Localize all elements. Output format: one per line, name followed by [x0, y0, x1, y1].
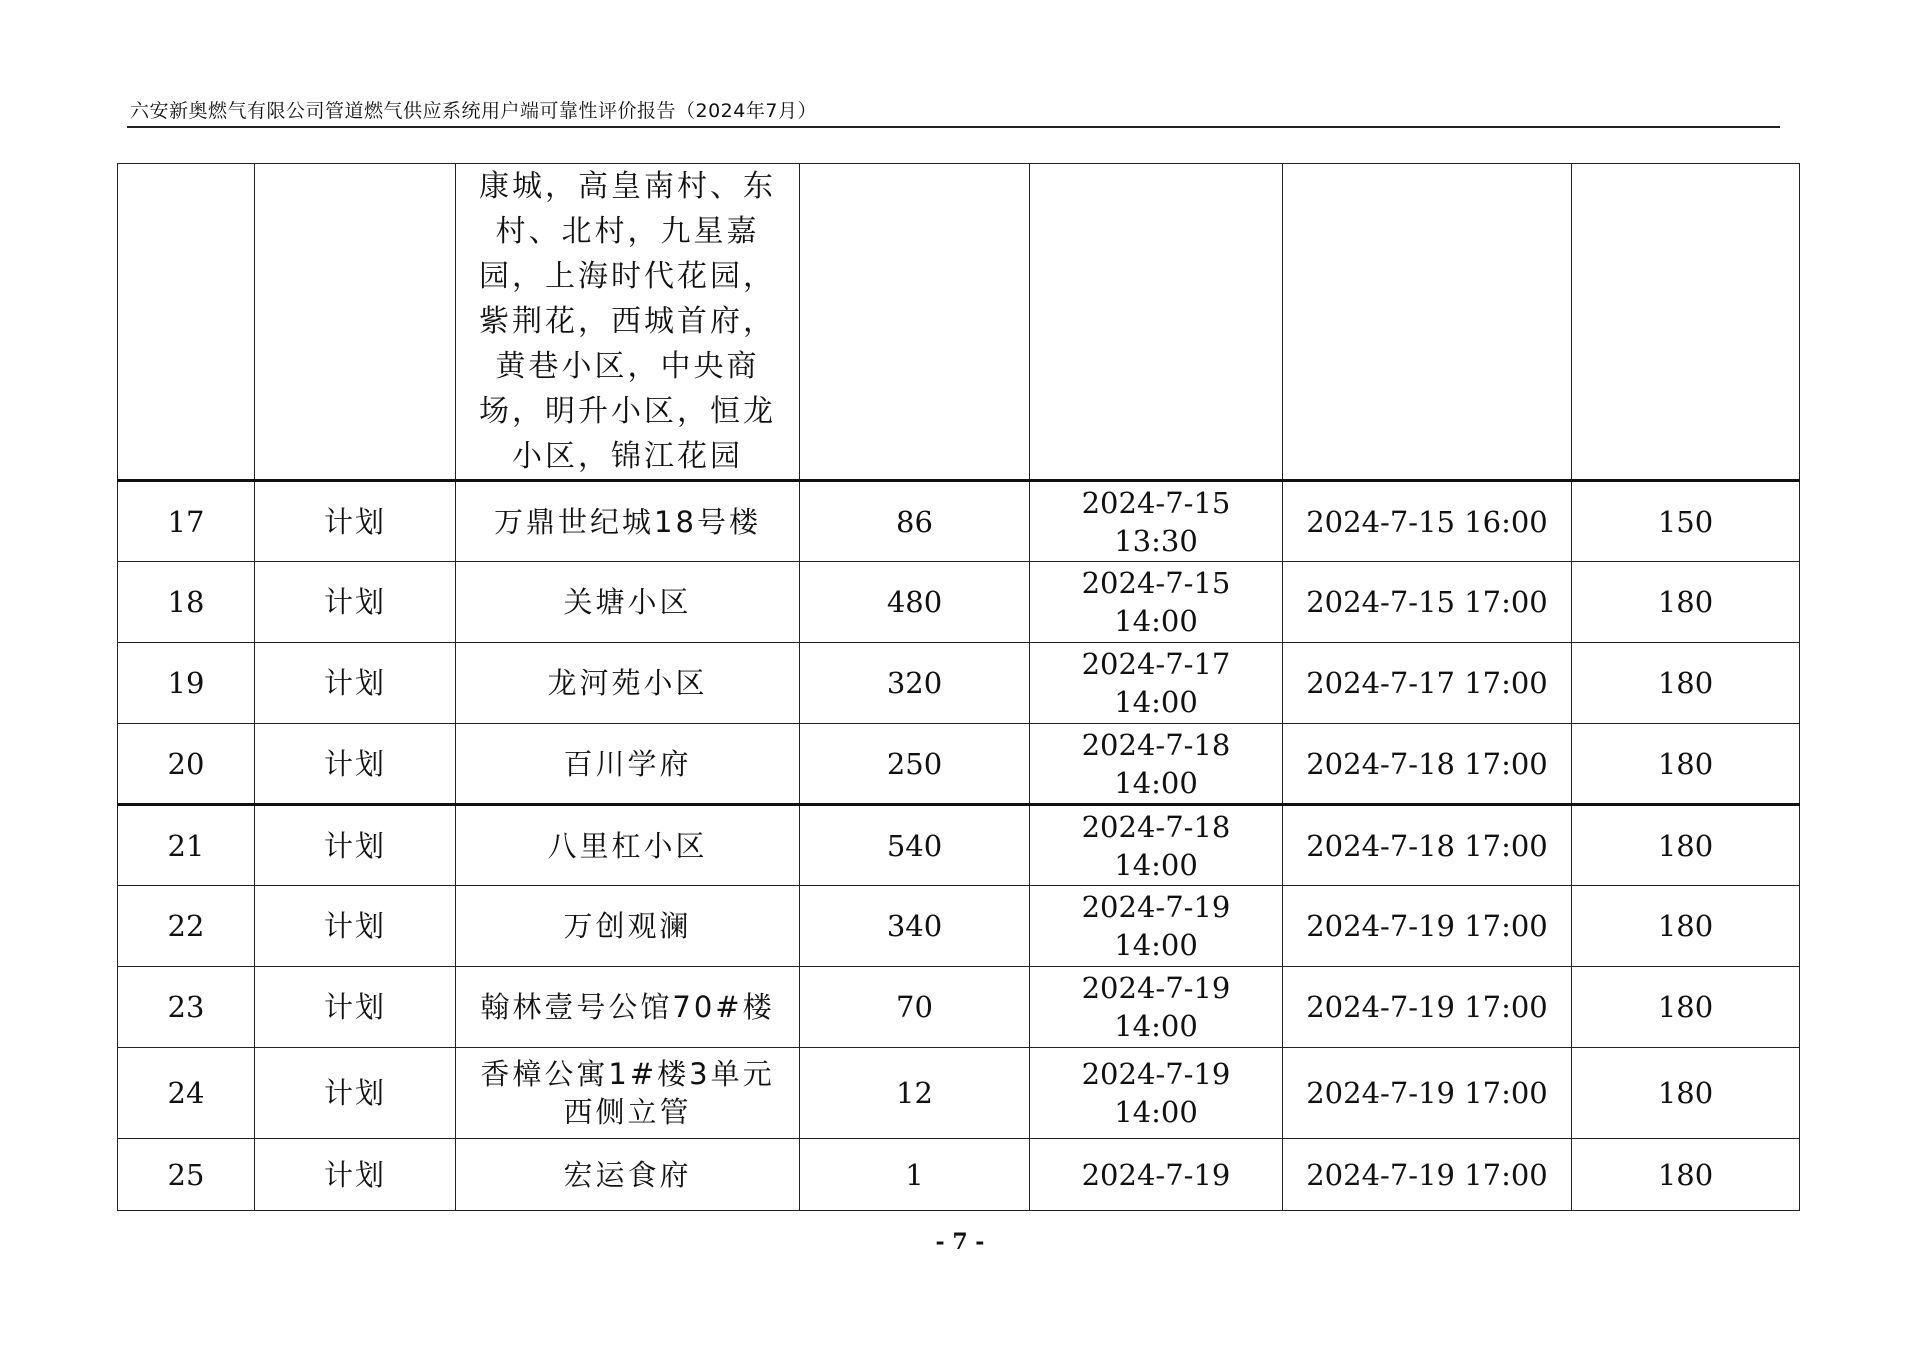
start-time: 14:00 — [1114, 1095, 1198, 1129]
table-cell-end — [1283, 164, 1572, 481]
report-header-title: 六安新奥燃气有限公司管道燃气供应系统用户端可靠性评价报告（2024年7月） — [130, 100, 817, 122]
continued-location-text: 康城，高皇南村、东村、北村，九星嘉园，上海时代花园，紫荆花，西城首府，黄巷小区，中央商场，明升小区，恒龙小区，锦江花园 — [479, 169, 776, 474]
table-cell-location: 万创观澜 — [456, 886, 800, 967]
table-cell-end: 2024-7-19 17:00 — [1283, 967, 1572, 1048]
table-cell-end: 2024-7-15 16:00 — [1283, 481, 1572, 562]
table-cell-end: 2024-7-18 17:00 — [1283, 724, 1572, 805]
table-cell-start — [1030, 805, 1283, 886]
table-cell-start — [1030, 967, 1283, 1048]
table-cell-type: 计划 — [255, 1048, 456, 1139]
table-cell-households — [800, 164, 1030, 481]
start-date: 2024-7-19 — [1081, 1057, 1231, 1091]
start-date: 2024-7-17 — [1081, 647, 1231, 681]
table-cell-minutes: 180 — [1572, 1139, 1800, 1211]
table-row — [118, 886, 1800, 967]
table-cell-minutes: 180 — [1572, 724, 1800, 805]
start-date: 2024-7-18 — [1081, 809, 1231, 844]
table-cell-start — [1030, 164, 1283, 481]
table-cell-no — [118, 164, 255, 481]
table-cell-end: 2024-7-19 17:00 — [1283, 886, 1572, 967]
start-date: 2024-7-19 — [1081, 1157, 1231, 1192]
table-row — [118, 1048, 1800, 1139]
table-cell-households: 540 — [800, 805, 1030, 886]
table-row — [118, 562, 1800, 643]
table-cell-end: 2024-7-19 17:00 — [1283, 1048, 1572, 1139]
table-cell-start — [1030, 1048, 1283, 1139]
table-cell-end: 2024-7-15 17:00 — [1283, 562, 1572, 643]
table-cell-type: 计划 — [255, 643, 456, 724]
start-date: 2024-7-18 — [1081, 727, 1231, 762]
table-cell-type — [255, 164, 456, 481]
start-date: 2024-7-19 — [1081, 971, 1231, 1005]
table-cell-location: 香樟公寓1#楼3单元西侧立管 — [456, 1048, 800, 1139]
table-cell-minutes: 180 — [1572, 1048, 1800, 1139]
table-cell-minutes: 180 — [1572, 562, 1800, 643]
start-date: 2024-7-19 — [1081, 890, 1231, 924]
table-cell-end: 2024-7-17 17:00 — [1283, 643, 1572, 724]
table-cell-start — [1030, 1139, 1283, 1211]
table-cell-households: 86 — [800, 481, 1030, 562]
table-cell-type: 计划 — [255, 886, 456, 967]
table-cell-start — [1030, 724, 1283, 805]
table-row — [118, 805, 1800, 886]
table-row — [118, 967, 1800, 1048]
table-cell-minutes: 180 — [1572, 805, 1800, 886]
table-cell-households: 340 — [800, 886, 1030, 967]
table-cell-type: 计划 — [255, 1139, 456, 1211]
table-cell-location: 龙河苑小区 — [456, 643, 800, 724]
table-cell-no: 20 — [118, 724, 255, 805]
table-cell-start — [1030, 643, 1283, 724]
table-cell-minutes: 180 — [1572, 967, 1800, 1048]
table-cell-no: 25 — [118, 1139, 255, 1211]
table-cell-no: 22 — [118, 886, 255, 967]
table-cell-type: 计划 — [255, 481, 456, 562]
table-cell-type: 计划 — [255, 724, 456, 805]
outage-table — [117, 163, 1800, 1211]
table-cell-no: 18 — [118, 562, 255, 643]
table-cell-no: 17 — [118, 481, 255, 562]
table-cell-minutes: 180 — [1572, 643, 1800, 724]
start-time: 14:00 — [1114, 847, 1198, 882]
start-date: 2024-7-15 — [1081, 566, 1231, 600]
table-cell-minutes: 150 — [1572, 481, 1800, 562]
table-cell-start — [1030, 562, 1283, 643]
start-time: 14:00 — [1114, 685, 1198, 719]
header-divider — [127, 126, 1780, 128]
start-time: 13:30 — [1114, 523, 1198, 558]
table-cell-type: 计划 — [255, 562, 456, 643]
table-cell-no: 19 — [118, 643, 255, 724]
start-time: 14:00 — [1114, 604, 1198, 638]
table-cell-no: 23 — [118, 967, 255, 1048]
table-row — [118, 724, 1800, 805]
table-cell-minutes — [1572, 164, 1800, 481]
table-row — [118, 643, 1800, 724]
table-cell-no: 21 — [118, 805, 255, 886]
table-cell-households: 320 — [800, 643, 1030, 724]
start-time: 14:00 — [1114, 765, 1198, 800]
table-row — [118, 481, 1800, 562]
table-cell-households: 70 — [800, 967, 1030, 1048]
table-cell-households: 1 — [800, 1139, 1030, 1211]
table-row-continued — [118, 164, 1800, 481]
start-date: 2024-7-15 — [1081, 485, 1231, 520]
table-cell-households: 250 — [800, 724, 1030, 805]
table-row — [118, 1139, 1800, 1211]
table-cell-households: 480 — [800, 562, 1030, 643]
table-cell-location: 宏运食府 — [456, 1139, 800, 1211]
table-cell-start — [1030, 481, 1283, 562]
table-cell-location: 八里杠小区 — [456, 805, 800, 886]
table-cell-start — [1030, 886, 1283, 967]
table-cell-households: 12 — [800, 1048, 1030, 1139]
table-cell-end: 2024-7-19 17:00 — [1283, 1139, 1572, 1211]
table-cell-no: 24 — [118, 1048, 255, 1139]
page-number: - 7 - — [935, 1229, 985, 1255]
table-cell-end: 2024-7-18 17:00 — [1283, 805, 1572, 886]
table-cell-location — [456, 164, 800, 481]
table-cell-location: 万鼎世纪城18号楼 — [456, 481, 800, 562]
table-cell-location: 关塘小区 — [456, 562, 800, 643]
table-cell-minutes: 180 — [1572, 886, 1800, 967]
table-cell-location: 百川学府 — [456, 724, 800, 805]
table-cell-location: 翰林壹号公馆70#楼 — [456, 967, 800, 1048]
table-cell-type: 计划 — [255, 967, 456, 1048]
start-time: 14:00 — [1114, 928, 1198, 962]
start-time: 14:00 — [1114, 1009, 1198, 1043]
table-cell-type: 计划 — [255, 805, 456, 886]
